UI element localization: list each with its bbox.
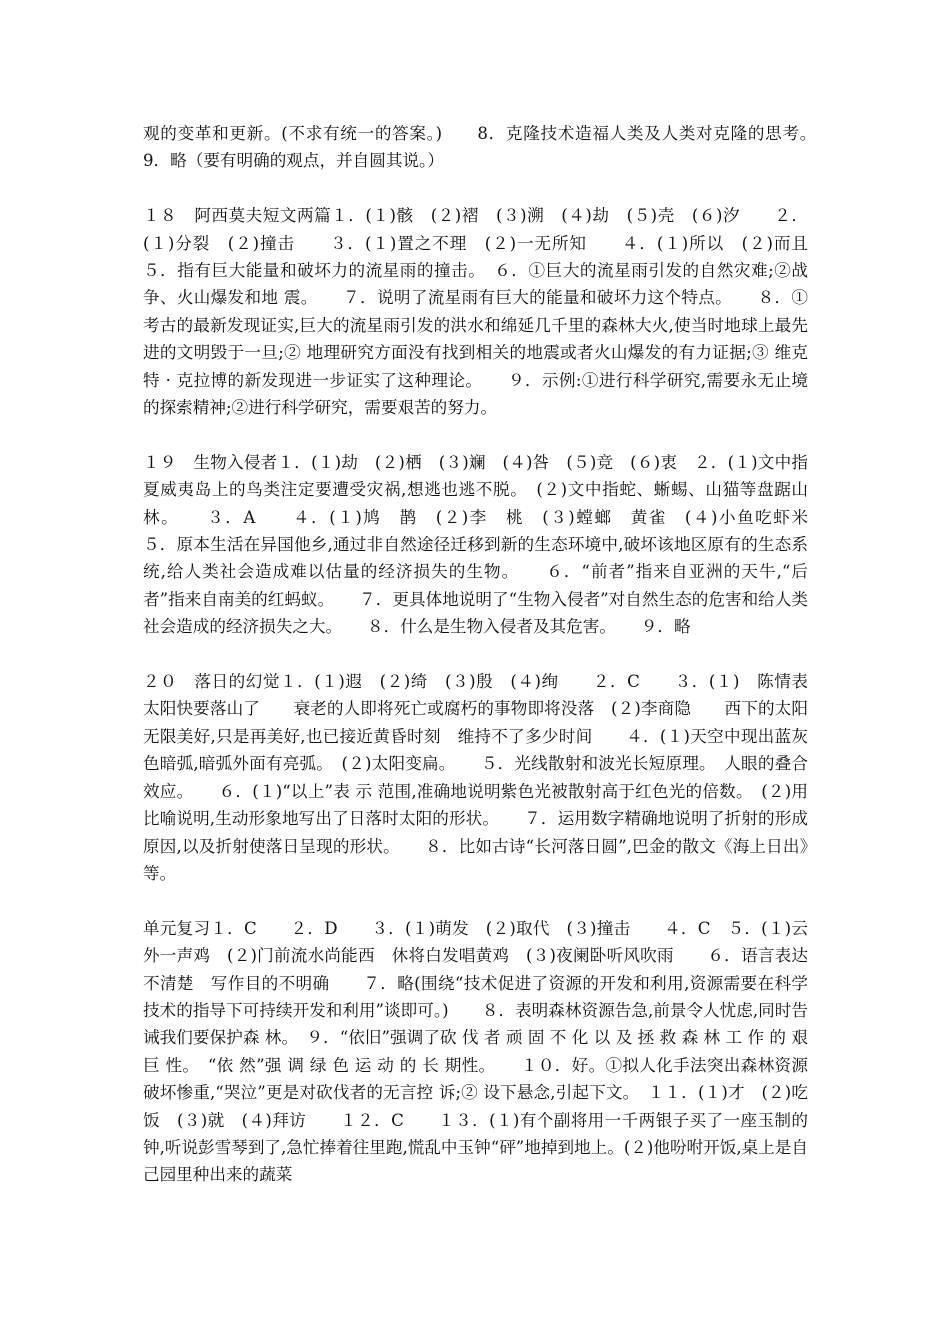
answer-paragraph-lesson-19: １９ 生物入侵者１．(１)劫 (２)栖 (３)斓 (４)咎 (５)竞 (６)衷 ２．(１)文中指夏威夷岛上的鸟类注定要遭受灾祸,想逃也逃不脱。 (２)文中指蛇、蜥蜴、山猫等盘踞山林。 ３．A ４．(１)鸠 鹊 (２)李 桃 (３)螳螂 黄雀 (４)小鱼吃虾米 ５．原本生活在异国他乡,通过非自然途径迁移到新的生态环境中,破坏该地区原有的生态系统,给人类社会造成难以估量的经济损失的生物。 ６．“前者”指来自亚洲的天牛,“后者”指来自南美的红蚂蚁。 ７．更具体地说明了“生物入侵者”对自然生态的危害和给人类社会造成的经济损失之大。 ８．什么是生物入侵者及其危害。 ９．略 [143,452,842,637]
paragraph-gap [143,175,808,202]
document-page [143,120,842,1189]
answer-paragraph-lesson-20: ２０ 落日的幻觉１．(１)遐 (２)绮 (３)殷 (４)绚 ２．C ３．(１) 陈情表 太阳快要落山了 衰老的人即将死亡或腐朽的事物即将没落 (２)李商隐 西下的太阳无限美好,只是再美好,也已接近黄昏时刻 维持不了多少时间 ４．(１)天空中现出蓝灰色暗弧,暗弧外面有亮弧。 (２)太阳变扁。 ５．光线散射和波光长短原理。 人眼的叠合效应。 ６．(１)“以上”表 示 范围,准确地说明紫色光被散射高于红色光的倍数。 (２)用比喻说明,生动形象地写出了日落时太阳的形状。 ７．运用数字精确地说明了折射的形成原因,以及折射使落日呈现的形状。 ８．比如古诗“长河落日圆”,巴金的散文《海上日出》等。 [143,672,842,883]
answer-paragraph-unit-review: 单元复习１．C ２．D ３．(１)萌发 (２)取代 (３)撞击 ４．C ５．(１)云外一声鸡 (２)门前流水尚能西 休将白发唱黄鸡 (３)夜阑卧听风吹雨 ６．语言表达不清楚 写作目的不明确 ７．略(围绕“技术促进了资源的开发和利用,资源需要在科学技术的指导下可持续开发和利用”谈即可。) ８．表明森林资源告急,前景令人忧虑,同时告诫我们要保护森 林。 ９．“依旧”强调了砍 伐 者 顽 固 不 化 以 及 拯 救 森 林 工 作 的 艰 巨 性。 “依 然”强 调 绿 色 运 动 的 长 期性。 １０．好。①拟人化手法突出森林资源破坏惨重,“哭泣”更是对砍伐者的无言控 诉;② 设下悬念,引起下文。 １１．(１)才 (２)吃饭 (３)就 (４)拜访 １２．C １３．(１)有个副将用一千两银子买了一座玉制的钟,听说彭雪琴到了,急忙捧着往里跑,慌乱中玉钟“砰”地掉到地上。(２)他吩咐开饭,桌上是自己园里种出来的蔬菜 [143,918,808,1185]
answer-paragraph-continuation: 观的变革和更新。(不求有统一的答案。) 8．克隆技术造福人类及人类对克隆的思考。 9．略（要有明确的观点，并自圆其说。） [143,124,842,171]
paragraph-gap [143,421,808,448]
paragraph-gap [143,641,808,668]
answer-paragraph-lesson-18: １８ 阿西莫夫短文两篇１．(１)骸 (２)褶 (３)溯 (４)劫 (５)壳 (６)汐 ２．(１)分裂 (２)撞击 ３．(１)置之不理 (２)一无所知 ４．(１)所以 (２)而且 ５．指有巨大能量和破坏力的流星雨的撞击。 ６．①巨大的流星雨引发的自然灾难;②战争、火山爆发和地 震。 ７．说明了流星雨有巨大的能量和破坏力这个特点。 ８．① 考古的最新发现证实,巨大的流星雨引发的洪水和绵延几千里的森林大火,使当时地球上最先进的文明毁于一旦;② 地理研究方面没有找到相关的地震或者火山爆发的有力证据;③ 维克特 · 克拉博的新发现进一步证实了这种理论。 ９．示例:①进行科学研究,需要永无止境的探索精神;②进行科学研究，需要艰苦的努力。 [143,206,842,418]
paragraph-gap [143,887,808,914]
